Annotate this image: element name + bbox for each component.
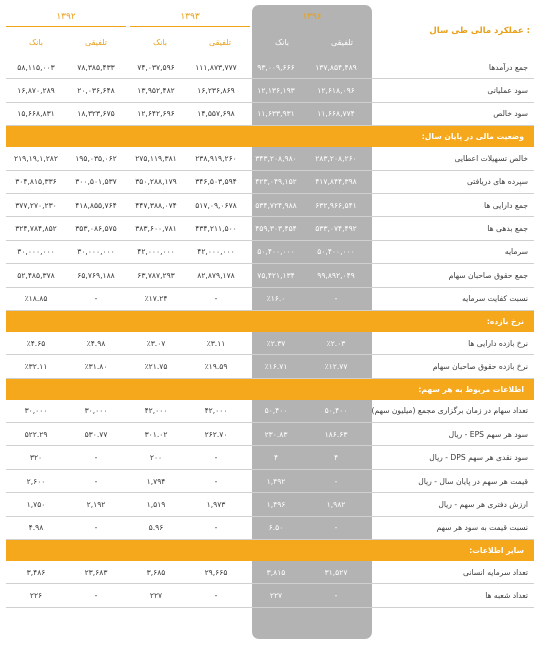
table-cell: ۲,۶۰۰ bbox=[6, 469, 66, 492]
table-cell: ۳۰۰,۵۰۱,۵۳۷ bbox=[66, 170, 126, 193]
table-row bbox=[6, 287, 534, 310]
row-label: جمع درآمدها bbox=[366, 56, 534, 79]
table-cell: ۱۱۱,۸۷۳,۷۷۷ bbox=[186, 56, 246, 79]
table-cell: ۵۲۲.۲۹ bbox=[6, 423, 66, 446]
table-cell: ٪۴.۶۵ bbox=[6, 332, 66, 355]
table-cell: ٪۱۷.۲۴ bbox=[126, 287, 186, 310]
table-cell: ۱۸,۳۲۳,۶۷۵ bbox=[66, 102, 126, 125]
table-cell: ۵۰,۴۰۰ bbox=[306, 400, 366, 423]
table-cell: ٪۳.۱۱ bbox=[186, 332, 246, 355]
row-label: سپرده های دریافتی bbox=[366, 170, 534, 193]
table-cell: - bbox=[186, 516, 246, 539]
table-cell: ۹۹,۸۹۲,۰۴۹ bbox=[306, 264, 366, 287]
table-row bbox=[6, 469, 534, 492]
section-header bbox=[6, 540, 534, 562]
row-label: نرخ بازده دارایی ها bbox=[366, 332, 534, 355]
table-cell: ۳۲۴,۷۸۴,۸۵۲ bbox=[6, 217, 66, 240]
table-cell: - bbox=[186, 287, 246, 310]
table-cell: ۱۶,۲۳۶,۸۶۹ bbox=[186, 79, 246, 102]
table-cell: ۴۵۹,۳۰۳,۴۵۴ bbox=[246, 217, 306, 240]
table-row bbox=[6, 170, 534, 193]
table-cell: ۱۲,۶۱۸,۰۹۶ bbox=[306, 79, 366, 102]
table-cell: ۱۶,۸۷۰,۲۸۹ bbox=[6, 79, 66, 102]
table-cell: - bbox=[66, 516, 126, 539]
section-title: اطلاعات مربوط به هر سهم: bbox=[366, 378, 534, 400]
table-cell: ۶۵,۷۶۹,۱۸۸ bbox=[66, 264, 126, 287]
section-title: نرخ بازده: bbox=[366, 310, 534, 332]
table-cell: ٪۳۲.۱۱ bbox=[6, 355, 66, 378]
table-cell: ۴۲,۰۰۰,۰۰۰ bbox=[186, 240, 246, 263]
table-cell: ۱۱,۶۶۸,۷۷۴ bbox=[306, 102, 366, 125]
table-cell: ۱,۴۹۲ bbox=[246, 469, 306, 492]
table-cell: ۳۵۳,۰۸۶,۵۷۵ bbox=[66, 217, 126, 240]
table-row bbox=[6, 400, 534, 423]
table-cell: ۵۳۴,۷۲۴,۹۸۸ bbox=[246, 193, 306, 216]
table-cell: ۱۵,۶۶۸,۸۳۱ bbox=[6, 102, 66, 125]
table-row bbox=[6, 102, 534, 125]
table-cell: ۳,۴۸۶ bbox=[6, 561, 66, 584]
table-cell: ۲۰,۰۳۶,۶۴۸ bbox=[66, 79, 126, 102]
table-cell: ۵۰,۴۰۰ bbox=[246, 400, 306, 423]
table-cell: ۴۱۸,۸۵۵,۷۶۴ bbox=[66, 193, 126, 216]
table-cell: ٪۳۱.۸۰ bbox=[66, 355, 126, 378]
table-cell: ۳۷۷,۲۷۰,۲۳۰ bbox=[6, 193, 66, 216]
table-row bbox=[6, 493, 534, 516]
section-header bbox=[6, 378, 534, 400]
table-cell: - bbox=[306, 287, 366, 310]
section-header-fill bbox=[66, 126, 126, 148]
section-header-fill bbox=[6, 310, 66, 332]
table-cell: ۳۵۰,۲۸۸,۱۷۹ bbox=[126, 170, 186, 193]
section-header bbox=[6, 126, 534, 148]
table-cell: ۷۴,۰۳۷,۵۹۶ bbox=[126, 56, 186, 79]
section-header-fill bbox=[306, 378, 366, 400]
table-cell: ۲۹,۶۶۵ bbox=[186, 561, 246, 584]
table-cell: ۳۰۱.۰۲ bbox=[126, 423, 186, 446]
table-cell: ۴.۹۸ bbox=[6, 516, 66, 539]
table-cell: ۱,۹۷۳ bbox=[186, 493, 246, 516]
row-label: جمع دارایی ها bbox=[366, 193, 534, 216]
table-cell: ۲۶۲.۷۰ bbox=[186, 423, 246, 446]
table-cell: ۱,۷۹۴ bbox=[126, 469, 186, 492]
table-cell: ۱,۷۵۰ bbox=[6, 493, 66, 516]
table-cell: ٪۱۸.۸۵ bbox=[6, 287, 66, 310]
row-label: نسبت قیمت به سود هر سهم bbox=[366, 516, 534, 539]
row-label: سود هر سهم EPS - ریال bbox=[366, 423, 534, 446]
table-row bbox=[6, 264, 534, 287]
table-cell: - bbox=[186, 469, 246, 492]
table-cell: ۵۳۰.۷۷ bbox=[66, 423, 126, 446]
table-cell: ۳۴۳,۲۰۸,۹۸۰ bbox=[246, 147, 306, 170]
table-cell: ۷۵,۴۲۱,۱۳۴ bbox=[246, 264, 306, 287]
table-cell: ۳۰,۰۰۰ bbox=[66, 400, 126, 423]
table-cell: ۳۱,۵۲۷ bbox=[306, 561, 366, 584]
section-title: وضعیت مالی در پایان سال: bbox=[366, 126, 534, 148]
table-cell: ۵.۹۶ bbox=[126, 516, 186, 539]
section-header-fill bbox=[66, 378, 126, 400]
table-cell: - bbox=[186, 584, 246, 607]
row-label: تعداد سرمایه انسانی bbox=[366, 561, 534, 584]
table-cell: ۷۸,۳۸۵,۴۳۳ bbox=[66, 56, 126, 79]
table-cell: ۱۹۵,۰۳۵,۰۶۲ bbox=[66, 147, 126, 170]
table-cell: ۳۰۴,۸۱۵,۳۳۶ bbox=[6, 170, 66, 193]
table-cell: ۱۴,۵۵۷,۶۹۸ bbox=[186, 102, 246, 125]
table-cell: ٪۲.۳۷ bbox=[246, 332, 306, 355]
section-header-fill bbox=[306, 126, 366, 148]
table-cell: - bbox=[306, 584, 366, 607]
table-cell: ۲۳۸,۹۱۹,۲۶۰ bbox=[186, 147, 246, 170]
section-header-fill bbox=[306, 540, 366, 562]
subhead-bank-1392: بانک bbox=[28, 38, 44, 47]
table-cell: ۱۱,۶۳۳,۹۳۱ bbox=[246, 102, 306, 125]
section-header-fill bbox=[126, 378, 186, 400]
section-header-fill bbox=[186, 540, 246, 562]
table-cell: ٪۲۱.۷۵ bbox=[126, 355, 186, 378]
section-header-fill bbox=[246, 378, 306, 400]
table-cell: - bbox=[186, 446, 246, 469]
table-cell: ۴۲,۰۰۰ bbox=[126, 400, 186, 423]
table-row bbox=[6, 56, 534, 79]
table-cell: ۲۲۶ bbox=[6, 584, 66, 607]
row-label: سود عملیاتی bbox=[366, 79, 534, 102]
section-header-fill bbox=[6, 540, 66, 562]
table-cell: - bbox=[66, 469, 126, 492]
table-cell: ۶.۵۰ bbox=[246, 516, 306, 539]
section-header-fill bbox=[246, 310, 306, 332]
table-cell: ۵۸,۱۱۵,۰۰۳ bbox=[6, 56, 66, 79]
table-row bbox=[6, 584, 534, 607]
row-label: جمع بدهی ها bbox=[366, 217, 534, 240]
year-1392: ۱۳۹۲ bbox=[56, 12, 76, 22]
table-row bbox=[6, 355, 534, 378]
table-cell: ٪۱۹.۵۹ bbox=[186, 355, 246, 378]
section-header bbox=[6, 310, 534, 332]
subhead-talfiqi-1396: تلفیقی bbox=[330, 38, 354, 47]
table-cell: ۱۳۷,۸۵۴,۴۸۹ bbox=[306, 56, 366, 79]
row-label: سرمایه bbox=[366, 240, 534, 263]
table-cell: ۴ bbox=[306, 446, 366, 469]
table-cell: ۴۲۳,۰۴۹,۱۵۲ bbox=[246, 170, 306, 193]
data-table bbox=[6, 56, 534, 608]
section-header-fill bbox=[6, 378, 66, 400]
table-cell: - bbox=[306, 469, 366, 492]
table-cell: ۹۳,۰۰۹,۶۶۶ bbox=[246, 56, 306, 79]
year-1393: ۱۳۹۳ bbox=[180, 12, 200, 22]
section-header-fill bbox=[186, 310, 246, 332]
table-cell: - bbox=[66, 446, 126, 469]
table-cell: ۳۲۰ bbox=[6, 446, 66, 469]
subhead-bank-1396: بانک bbox=[274, 38, 290, 47]
table-cell: ۱,۹۸۲ bbox=[306, 493, 366, 516]
table-cell: ۵۱۷,۰۹,۰۶۷۸ bbox=[186, 193, 246, 216]
section-header-fill bbox=[186, 378, 246, 400]
table-cell: ۲۷۵,۱۱۹,۳۸۱ bbox=[126, 147, 186, 170]
table-cell: - bbox=[306, 516, 366, 539]
table-cell: ۳۰,۰۰۰,۰۰۰ bbox=[6, 240, 66, 263]
table-row bbox=[6, 240, 534, 263]
table-cell: ۳۴۶,۵۰۳,۵۹۴ bbox=[186, 170, 246, 193]
row-label: جمع حقوق صاحبان سهام bbox=[366, 264, 534, 287]
row-label: تعداد سهام در زمان برگزاری مجمع (میلیون سهم) bbox=[366, 400, 534, 423]
section-header-fill bbox=[126, 126, 186, 148]
section-header-fill bbox=[246, 540, 306, 562]
table-cell: ۴ bbox=[246, 446, 306, 469]
table-cell: ۴۲,۰۰۰,۰۰۰ bbox=[126, 240, 186, 263]
year-underline-1392 bbox=[6, 26, 126, 27]
row-label: قیمت هر سهم در پایان سال - ریال bbox=[366, 469, 534, 492]
table-cell: ۴۱۷,۸۴۴,۳۹۸ bbox=[306, 170, 366, 193]
table-cell: ۶۳۲,۹۶۶,۵۴۱ bbox=[306, 193, 366, 216]
row-label: تعداد شعبه ها bbox=[366, 584, 534, 607]
table-cell: ۱۲,۱۳۶,۱۹۳ bbox=[246, 79, 306, 102]
row-label: سود خالص bbox=[366, 102, 534, 125]
table-cell: ۲,۱۹۲ bbox=[66, 493, 126, 516]
table-cell: ۲۲۷ bbox=[126, 584, 186, 607]
table-cell: ۴۲,۰۰۰ bbox=[186, 400, 246, 423]
table-cell: ۵۰,۴۰۰,۰۰۰ bbox=[246, 240, 306, 263]
table-row bbox=[6, 423, 534, 446]
subhead-bank-1393: بانک bbox=[152, 38, 168, 47]
table-cell: ۳۸۳,۶۰۰,۷۸۱ bbox=[126, 217, 186, 240]
row-label: نسبت کفایت سرمایه bbox=[366, 287, 534, 310]
section-header-fill bbox=[66, 540, 126, 562]
table-cell: ۲۸۳,۲۰۸,۲۶۰ bbox=[306, 147, 366, 170]
table-cell: ٪۳.۰۷ bbox=[126, 332, 186, 355]
section-title: سایر اطلاعات: bbox=[366, 540, 534, 562]
table-row bbox=[6, 147, 534, 170]
row-label: نرخ بازده حقوق صاحبان سهام bbox=[366, 355, 534, 378]
table-cell: ۴۴۷,۳۸۸,۰۷۴ bbox=[126, 193, 186, 216]
table-cell: ۵۲,۴۸۵,۳۷۸ bbox=[6, 264, 66, 287]
year-underline-1393 bbox=[130, 26, 250, 27]
table-cell: ۲۱۹,۱۹,۱,۲۸۲ bbox=[6, 147, 66, 170]
section-header-fill bbox=[126, 310, 186, 332]
table-cell: ۱۳,۹۵۲,۴۸۲ bbox=[126, 79, 186, 102]
table-cell: ۲۳,۶۸۳ bbox=[66, 561, 126, 584]
table-cell: ٪۲.۰۳ bbox=[306, 332, 366, 355]
section-header-fill bbox=[306, 310, 366, 332]
table-cell: ۵۳۳,۰۷۴,۴۹۲ bbox=[306, 217, 366, 240]
table-cell: - bbox=[66, 584, 126, 607]
table-cell: ۵۰,۴۰۰,۰۰۰ bbox=[306, 240, 366, 263]
year-1396: ۱۳۹۶ bbox=[302, 12, 322, 22]
table-cell: ٪۱۶.۰ bbox=[246, 287, 306, 310]
table-row bbox=[6, 516, 534, 539]
section-header-fill bbox=[186, 126, 246, 148]
row-label: سود نقدی هر سهم DPS - ریال bbox=[366, 446, 534, 469]
table-row bbox=[6, 332, 534, 355]
table-cell: ۱۸۶.۶۳ bbox=[306, 423, 366, 446]
table-cell: ۳۰,۰۰۰ bbox=[6, 400, 66, 423]
table-row bbox=[6, 193, 534, 216]
table-cell: ۶۳,۷۸۷,۲۹۳ bbox=[126, 264, 186, 287]
table-cell: ۳۰,۰۰۰,۰۰۰ bbox=[66, 240, 126, 263]
section-header-fill bbox=[246, 126, 306, 148]
row-label: خالص تسهیلات اعطایی bbox=[366, 147, 534, 170]
table-cell: - bbox=[66, 287, 126, 310]
table-cell: ۱,۵۱۹ bbox=[126, 493, 186, 516]
section-header-fill bbox=[126, 540, 186, 562]
table-cell: ۱,۴۹۶ bbox=[246, 493, 306, 516]
table-cell: ۱۲,۶۴۲,۶۹۶ bbox=[126, 102, 186, 125]
table-row bbox=[6, 561, 534, 584]
table-cell: ۲۰۰ bbox=[126, 446, 186, 469]
table-cell: ۲۳۰.۸۳ bbox=[246, 423, 306, 446]
table-cell: ۲۲۷ bbox=[246, 584, 306, 607]
section-header-fill bbox=[6, 126, 66, 148]
table-cell: ٪۴.۹۸ bbox=[66, 332, 126, 355]
section-header-fill bbox=[66, 310, 126, 332]
table-row bbox=[6, 446, 534, 469]
table-cell: ۳,۸۱۵ bbox=[246, 561, 306, 584]
table-row bbox=[6, 217, 534, 240]
column-subheaders bbox=[0, 38, 542, 52]
table-cell: ٪۱۶.۷۱ bbox=[246, 355, 306, 378]
table-title: عملکرد مالی طی سال : bbox=[429, 26, 530, 36]
row-label: ارزش دفتری هر سهم - ریال bbox=[366, 493, 534, 516]
table-cell: ۸۲,۸۷۹,۱۷۸ bbox=[186, 264, 246, 287]
table-cell: ۴۳۴,۲۱۱,۵۰۰ bbox=[186, 217, 246, 240]
table-cell: ۳,۶۸۵ bbox=[126, 561, 186, 584]
table-row bbox=[6, 79, 534, 102]
table-cell: ٪۱۲.۷۷ bbox=[306, 355, 366, 378]
subhead-talfiqi-1393: تلفیقی bbox=[208, 38, 232, 47]
subhead-talfiqi-1392: تلفیقی bbox=[84, 38, 108, 47]
